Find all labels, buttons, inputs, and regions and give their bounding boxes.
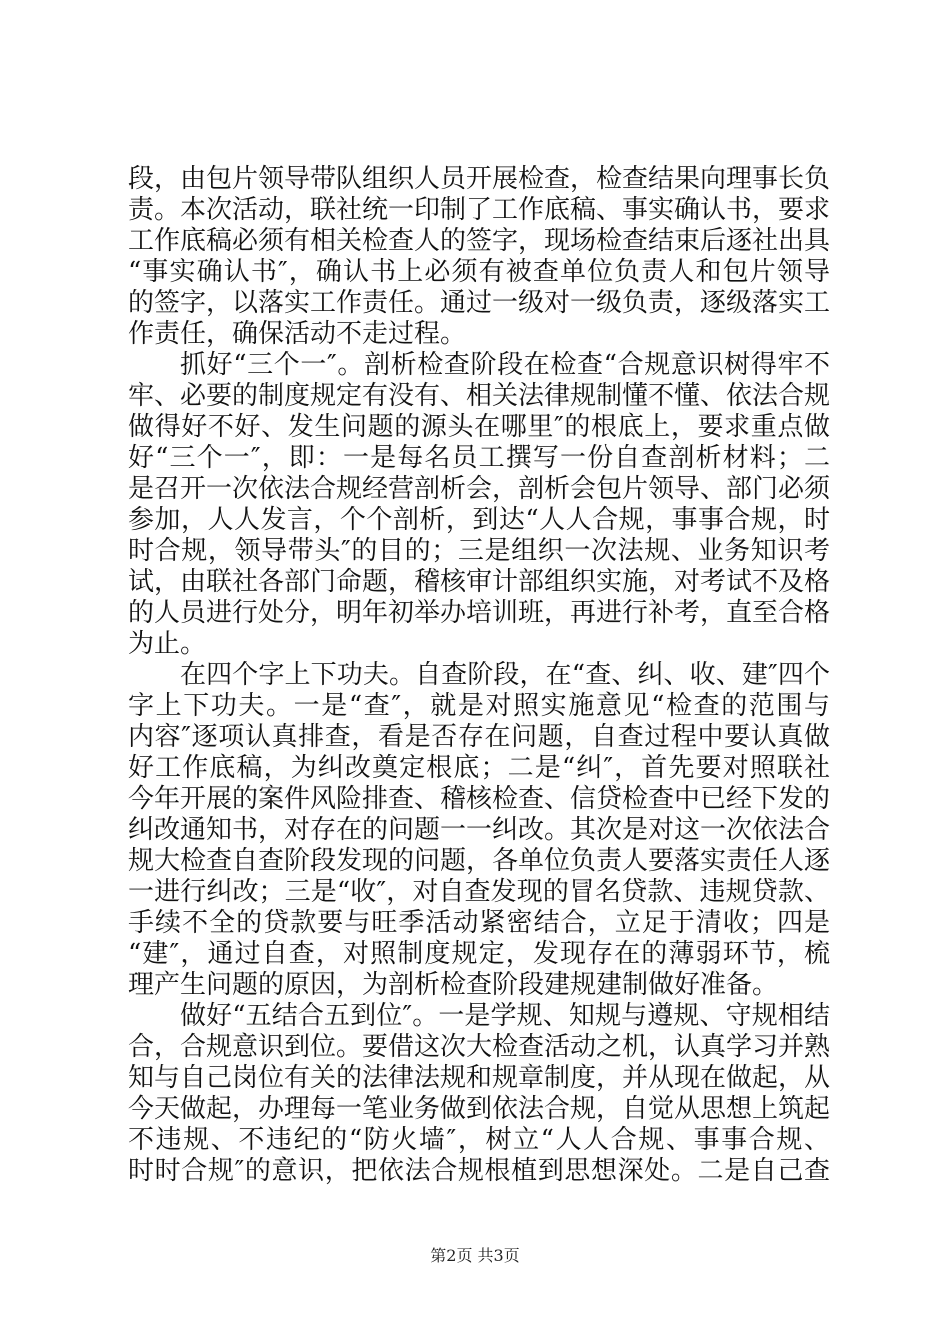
text-line: 做好“五结合五到位″。一是学规、知规与遵规、守规相结 — [180, 1001, 830, 1031]
text-line: 手续不全的贷款要与旺季活动紧密结合，立足于清收；四是 — [128, 908, 830, 938]
text-line: 参加，人人发言，个个剖析，到达“人人合规，事事合规，时 — [128, 505, 830, 535]
text-line: 理产生问题的原因，为剖析检查阶段建规建制做好准备。 — [128, 970, 779, 1000]
text-line: 试，由联社各部门命题，稽核审计部组织实施，对考试不及格 — [128, 567, 831, 597]
text-line: 工作底稿必须有相关检查人的签字，现场检查结束后逐社出具 — [128, 226, 831, 256]
text-line: 时时合规″的意识，把依法合规根植到思想深处。二是自己查 — [128, 1156, 830, 1186]
text-line: 不违规、不违纪的“防火墙″，树立“人人合规、事事合规、 — [128, 1125, 830, 1155]
text-line: 规大检查自查阶段发现的问题，各单位负责人要落实责任人逐 — [128, 846, 831, 876]
text-line: 的人员进行处分，明年初举办培训班，再进行补考，直至合格 — [128, 598, 831, 628]
page-footer: 第2页 共3页 — [430, 1246, 520, 1265]
text-line: 的签字，以落实工作责任。通过一级对一级负责，逐级落实工 — [128, 288, 831, 318]
text-line: 牢、必要的制度规定有没有、相关法律规制懂不懂、依法合规 — [128, 381, 831, 411]
body-text — [128, 164, 830, 1187]
text-line: 在四个字上下功夫。自查阶段，在“查、纠、收、建″四个 — [180, 660, 830, 690]
text-line: 责。本次活动，联社统一印制了工作底稿、事实确认书，要求 — [128, 195, 831, 225]
text-line: 时合规，领导带头″的目的；三是组织一次法规、业务知识考 — [128, 536, 830, 566]
text-line: 是召开一次依法合规经营剖析会，剖析会包片领导、部门必须 — [128, 474, 831, 504]
text-line: 做得好不好、发生问题的源头在哪里″的根底上，要求重点做 — [128, 412, 830, 442]
text-line: 纠改通知书，对存在的问题一一纠改。其次是对这一次依法合 — [128, 815, 831, 845]
text-line: “事实确认书″，确认书上必须有被查单位负责人和包片领导 — [128, 257, 830, 287]
text-line: 作责任，确保活动不走过程。 — [128, 319, 467, 349]
text-line: 内容″逐项认真排查，看是否存在问题，自查过程中要认真做 — [128, 722, 830, 752]
text-line: 今年开展的案件风险排查、稽核检查、信贷检查中已经下发的 — [128, 784, 831, 814]
text-line: “建″，通过自查，对照制度规定，发现存在的薄弱环节，梳 — [128, 939, 830, 969]
text-line: 段，由包片领导带队组织人员开展检查，检查结果向理事长负 — [128, 164, 831, 194]
text-line: 一进行纠改；三是“收″，对自查发现的冒名贷款、违规贷款、 — [128, 877, 830, 907]
text-line: 为止。 — [128, 629, 207, 659]
text-line: 合，合规意识到位。要借这次大检查活动之机，认真学习并熟 — [128, 1032, 831, 1062]
text-line: 好工作底稿，为纠改奠定根底；二是“纠″，首先要对照联社 — [128, 753, 830, 783]
text-line: 知与自己岗位有关的法律法规和规章制度，并从现在做起，从 — [128, 1063, 831, 1093]
text-line: 抓好“三个一″。剖析检查阶段在检查“合规意识树得牢不 — [180, 350, 830, 380]
text-line: 字上下功夫。一是“查″，就是对照实施意见“检查的范围与 — [128, 691, 830, 721]
text-line: 今天做起，办理每一笔业务做到依法合规，自觉从思想上筑起 — [128, 1094, 831, 1124]
text-line: 好“三个一″，即：一是每名员工撰写一份自查剖析材料；二 — [128, 443, 830, 473]
